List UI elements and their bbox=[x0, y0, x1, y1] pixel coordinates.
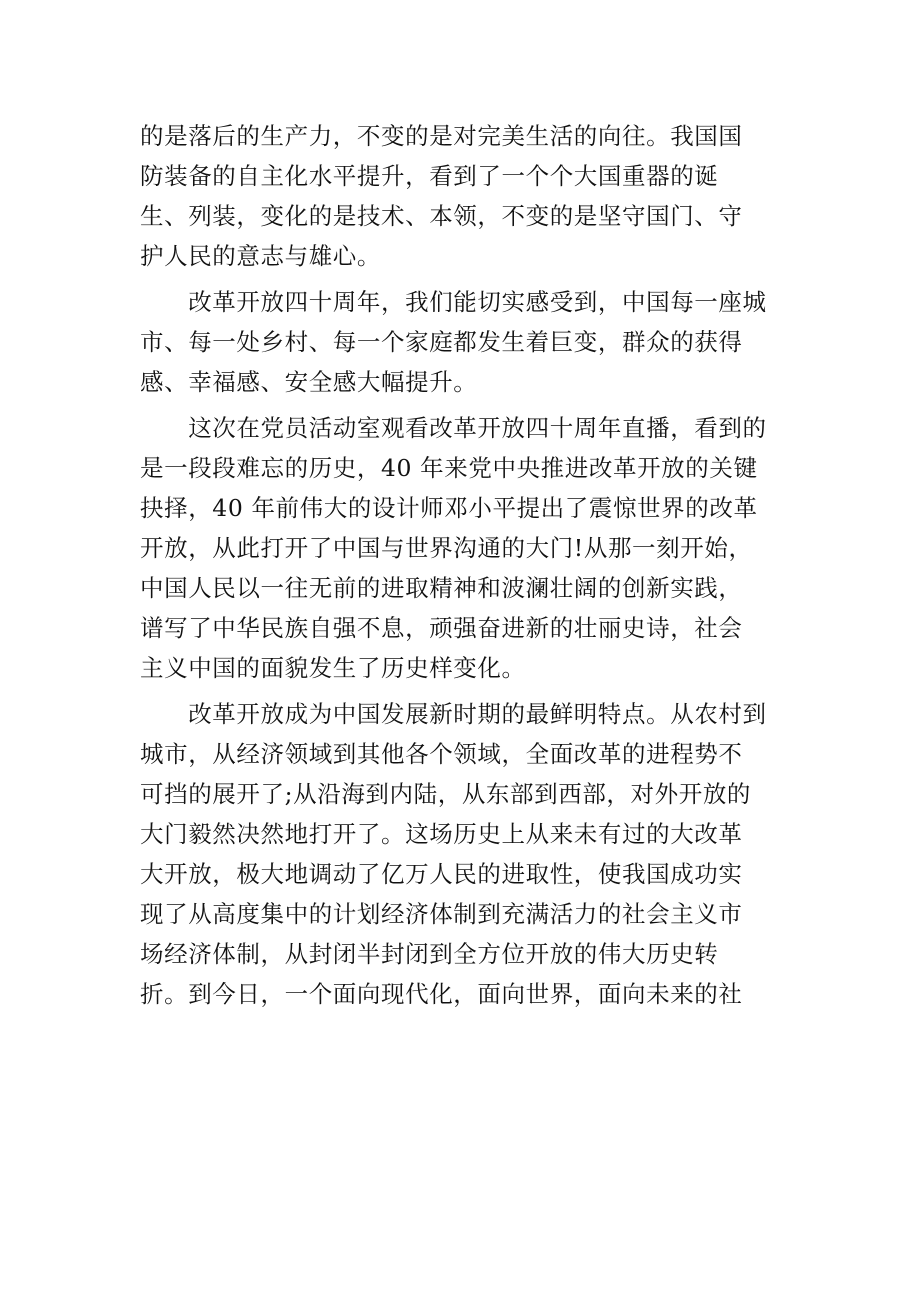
text-line: 感、幸福感、安全感大幅提升。 bbox=[140, 368, 478, 396]
text-line: 折。到今日，一个面向现代化，面向世界，面向未来的社 bbox=[140, 980, 743, 1008]
text-line: 这次在党员活动室观看改革开放四十周年直播，看到的 bbox=[140, 414, 767, 442]
paragraph-2 bbox=[140, 282, 780, 402]
text-line: 中国人民以一往无前的进取精神和波澜壮阔的创新实践， bbox=[140, 574, 743, 602]
text-line: 的是落后的生产力，不变的是对完美生活的向往。我国国 bbox=[140, 122, 743, 150]
text-line: 可挡的展开了;从沿海到内陆，从东部到西部，对外开放的 bbox=[140, 780, 752, 808]
text-line: 场经济体制，从封闭半封闭到全方位开放的伟大历史转 bbox=[140, 940, 719, 968]
text-line: 护人民的意志与雄心。 bbox=[140, 242, 381, 270]
text-line: 现了从高度集中的计划经济体制到充满活力的社会主义市 bbox=[140, 900, 743, 928]
text-line: 防装备的自主化水平提升，看到了一个个大国重器的诞 bbox=[140, 162, 719, 190]
paragraph-3 bbox=[140, 408, 780, 688]
text-line: 生、列装，变化的是技术、本领，不变的是坚守国门、守 bbox=[140, 202, 743, 230]
paragraph-4 bbox=[140, 694, 780, 1014]
text-line: 大门毅然决然地打开了。这场历史上从来未有过的大改革 bbox=[140, 820, 743, 848]
text-line: 谱写了中华民族自强不息，顽强奋进新的壮丽史诗，社会 bbox=[140, 614, 743, 642]
text-line: 改革开放四十周年，我们能切实感受到，中国每一座城 bbox=[140, 288, 767, 316]
text-line: 市、每一处乡村、每一个家庭都发生着巨变，群众的获得 bbox=[140, 328, 743, 356]
paragraph-1 bbox=[140, 116, 780, 276]
text-line: 大开放，极大地调动了亿万人民的进取性，使我国成功实 bbox=[140, 860, 743, 888]
text-line: 抉择，40 年前伟大的设计师邓小平提出了震惊世界的改革 bbox=[140, 494, 758, 522]
text-line: 主义中国的面貌发生了历史样变化。 bbox=[140, 654, 526, 682]
text-line: 城市，从经济领域到其他各个领域，全面改革的进程势不 bbox=[140, 740, 743, 768]
text-line: 开放，从此打开了中国与世界沟通的大门!从那一刻开始， bbox=[140, 534, 753, 562]
text-line: 改革开放成为中国发展新时期的最鲜明特点。从农村到 bbox=[140, 700, 767, 728]
document-body bbox=[140, 116, 780, 1014]
text-line: 是一段段难忘的历史，40 年来党中央推进改革开放的关键 bbox=[140, 454, 758, 482]
